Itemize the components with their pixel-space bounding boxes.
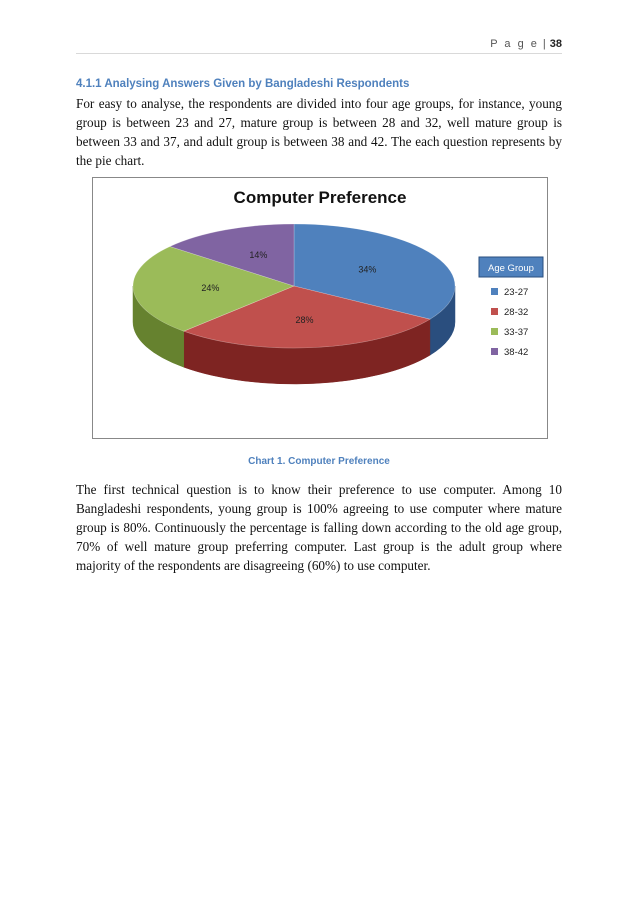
legend-swatch-23-27 (491, 288, 498, 295)
pie-label-38-42: 14% (249, 250, 268, 261)
header-rule (76, 53, 562, 54)
legend-swatch-33-37 (491, 328, 498, 335)
legend-label-23-27: 23-27 (504, 287, 529, 298)
section-heading: 4.1.1 Analysing Answers Given by Bangladeshi Respondents (76, 78, 410, 90)
page-number: 38 (549, 38, 562, 50)
pie-tops (133, 224, 455, 348)
page-word: P a g e (490, 38, 539, 50)
legend-title: Age Group (488, 263, 534, 274)
page-header (76, 38, 562, 50)
pie-chart-frame (92, 177, 548, 439)
legend-items (491, 287, 528, 358)
legend-label-38-42: 38-42 (504, 347, 529, 358)
legend (479, 257, 543, 358)
discussion-paragraph: The first technical question is to know their preference to use computer. Among 10 Bangladeshi respondents, young group is 100% agreeing to use computer where mature group is 80%. Continuously the percentage is falling down according to the old age group, 70% of well mature group preferring computer. Last group is the adult group where majority of the respondents are disagreeing (60%) to use computer. (76, 482, 562, 573)
legend-label-28-32: 28-32 (504, 307, 529, 318)
pie-label-28-32: 28% (295, 314, 314, 325)
chart-caption: Chart 1. Computer Preference (248, 456, 390, 467)
pie-chart (93, 178, 547, 438)
pie-label-23-27: 34% (358, 264, 377, 275)
legend-label-33-37: 33-37 (504, 327, 529, 338)
legend-swatch-28-32 (491, 308, 498, 315)
pie-label-33-37: 24% (201, 283, 220, 294)
legend-swatch-38-42 (491, 348, 498, 355)
chart-title: Computer Preference (233, 188, 407, 207)
intro-paragraph: For easy to analyse, the respondents are divided into four age groups, for instance, young group is between 23 and 27, mature group is between 28 and 32, well mature group is between 33 and 37, and adult group is between 38 and 42. The each question represents by the pie chart. (76, 96, 562, 168)
page-separator: | (542, 38, 546, 50)
